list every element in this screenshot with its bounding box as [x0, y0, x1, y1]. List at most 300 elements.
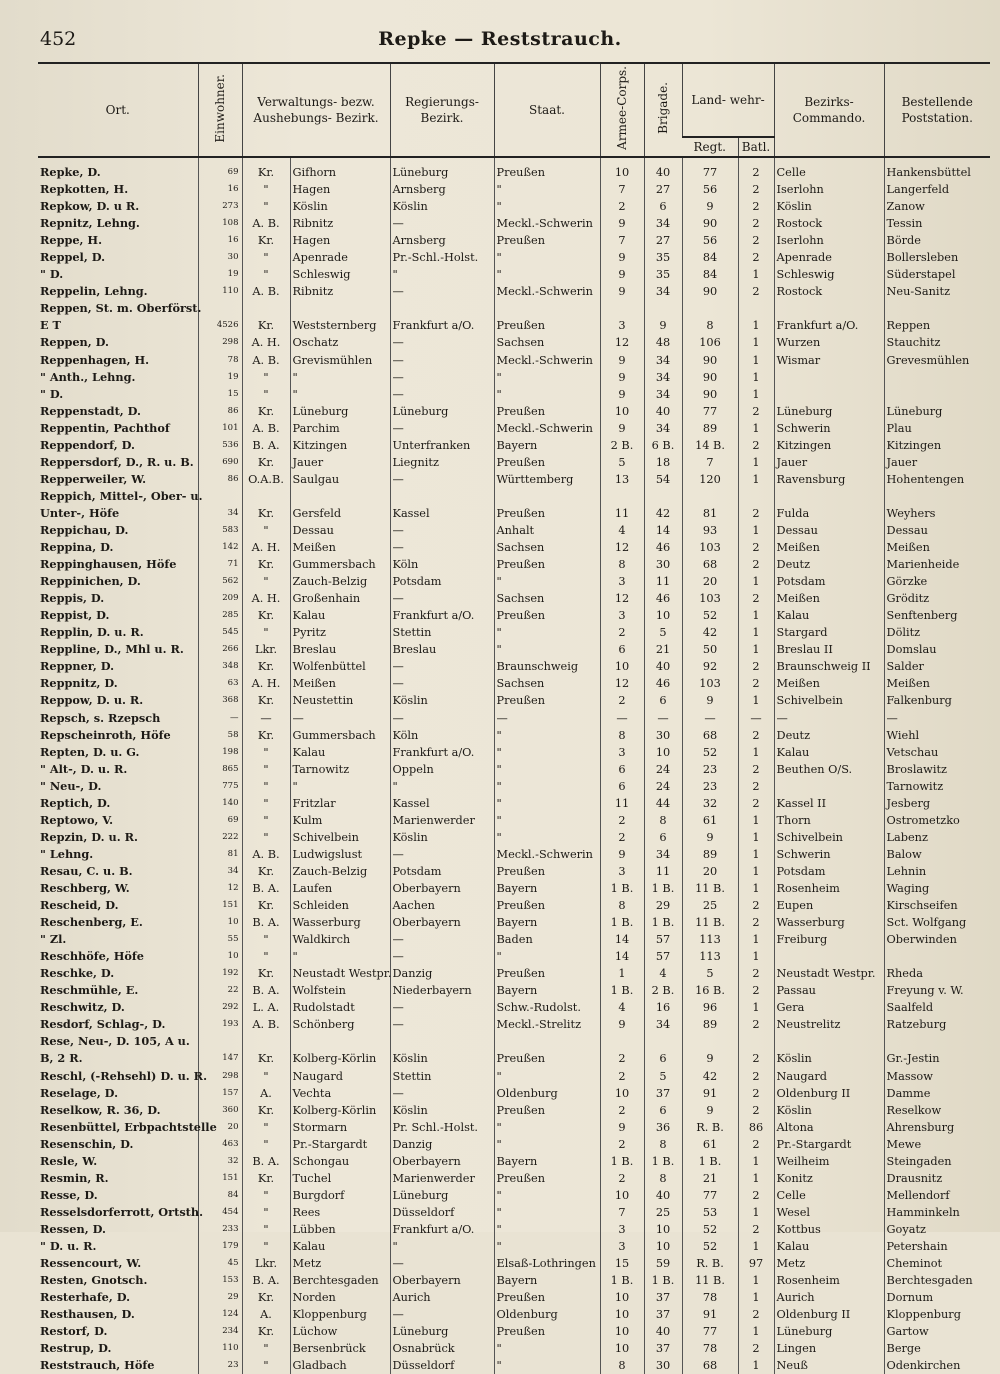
- cell-einwohner: 348: [198, 658, 242, 675]
- cell-poststation: —: [884, 710, 990, 727]
- table-row: [38, 369, 990, 386]
- cell-armee-corps: 1 B.: [600, 1272, 644, 1289]
- cell-verwaltung-art: Kr.: [242, 727, 290, 744]
- cell-staat: Sachsen: [494, 334, 600, 351]
- cell-verwaltung-art: A. B.: [242, 1016, 290, 1033]
- cell-poststation: [884, 488, 990, 505]
- cell-landwehr-regt: 78: [682, 1289, 738, 1306]
- cell-einwohner: 151: [198, 1170, 242, 1187]
- table-row: [38, 982, 990, 999]
- cell-poststation: Neu-Sanitz: [884, 283, 990, 300]
- cell-ort: Reppow, D. u. R.: [40, 693, 144, 708]
- cell-regierungsbezirk: —: [390, 334, 494, 351]
- cell-verwaltung-art: Kr.: [242, 157, 290, 181]
- table-row: [38, 522, 990, 539]
- cell-brigade: 57: [644, 931, 682, 948]
- cell-regierungsbezirk: Aachen: [390, 897, 494, 914]
- cell-brigade: 59: [644, 1255, 682, 1272]
- cell-staat: Meckl.-Schwerin: [494, 283, 600, 300]
- cell-bezirkscommando: Kottbus: [774, 1221, 884, 1238]
- cell-regierungsbezirk: —: [390, 522, 494, 539]
- cell-landwehr-batl: 1: [738, 624, 774, 641]
- cell-regierungsbezirk: Frankfurt a/O.: [390, 744, 494, 761]
- cell-bezirkscommando: [774, 488, 884, 505]
- cell-staat: ": [494, 829, 600, 846]
- cell-landwehr-regt: 14 B.: [682, 437, 738, 454]
- cell-regierungsbezirk: Oberbayern: [390, 1153, 494, 1170]
- cell-verwaltung-art: B. A.: [242, 437, 290, 454]
- cell-landwehr-batl: 1: [738, 369, 774, 386]
- cell-verwaltung-bezirk: Breslau: [290, 641, 390, 658]
- cell-regierungsbezirk: —: [390, 931, 494, 948]
- cell-landwehr-regt: [682, 1033, 738, 1050]
- cell-armee-corps: 3: [600, 1238, 644, 1255]
- cell-landwehr-regt: 9: [682, 198, 738, 215]
- cell-landwehr-batl: [738, 488, 774, 505]
- cell-brigade: 44: [644, 795, 682, 812]
- table-row: [38, 1272, 990, 1289]
- cell-regierungsbezirk: Danzig: [390, 1136, 494, 1153]
- cell-armee-corps: 9: [600, 266, 644, 283]
- cell-landwehr-batl: 1: [738, 607, 774, 624]
- cell-brigade: 37: [644, 1085, 682, 1102]
- cell-brigade: 10: [644, 607, 682, 624]
- cell-einwohner: 545: [198, 624, 242, 641]
- cell-poststation: Ostrometzko: [884, 812, 990, 829]
- cell-regierungsbezirk: Oberbayern: [390, 914, 494, 931]
- cell-brigade: 40: [644, 658, 682, 675]
- cell-brigade: 46: [644, 675, 682, 692]
- cell-regierungsbezirk: —: [390, 1085, 494, 1102]
- cell-einwohner: 110: [198, 1340, 242, 1357]
- cell-ort: Resterhafe, D.: [40, 1290, 131, 1305]
- cell-armee-corps: 9: [600, 420, 644, 437]
- cell-bezirkscommando: Wesel: [774, 1204, 884, 1221]
- cell-verwaltung-bezirk: Gifhorn: [290, 157, 390, 181]
- cell-regierungsbezirk: [390, 1033, 494, 1050]
- cell-poststation: Goyatz: [884, 1221, 990, 1238]
- cell-verwaltung-bezirk: Naugard: [290, 1067, 390, 1084]
- cell-landwehr-batl: 1: [738, 573, 774, 590]
- cell-landwehr-regt: 9: [682, 1050, 738, 1067]
- cell-brigade: 5: [644, 624, 682, 641]
- cell-landwehr-regt: 89: [682, 846, 738, 863]
- cell-ort: Resenbüttel, Erbpachtstelle: [40, 1119, 217, 1134]
- header-regierung: Regierungs- Bezirk.: [390, 63, 494, 157]
- table-row: [38, 965, 990, 982]
- cell-armee-corps: 7: [600, 232, 644, 249]
- cell-einwohner: 285: [198, 607, 242, 624]
- cell-bezirkscommando: Rosenheim: [774, 1272, 884, 1289]
- cell-poststation: Lehnin: [884, 863, 990, 880]
- cell-staat: ": [494, 369, 600, 386]
- cell-ort: Repsch, s. Rzepsch: [40, 710, 161, 725]
- cell-ort: Reppendorf, D.: [40, 437, 135, 452]
- cell-verwaltung-bezirk: Ribnitz: [290, 215, 390, 232]
- cell-regierungsbezirk: —: [390, 710, 494, 727]
- cell-brigade: 24: [644, 778, 682, 795]
- cell-poststation: Massow: [884, 1067, 990, 1084]
- cell-verwaltung-art: ": [242, 369, 290, 386]
- cell-armee-corps: 1 B.: [600, 914, 644, 931]
- cell-brigade: 40: [644, 403, 682, 420]
- cell-landwehr-batl: 2: [738, 1085, 774, 1102]
- cell-landwehr-regt: 96: [682, 999, 738, 1016]
- cell-poststation: Senftenberg: [884, 607, 990, 624]
- cell-staat: Bayern: [494, 914, 600, 931]
- cell-regierungsbezirk: ": [390, 266, 494, 283]
- cell-verwaltung-bezirk: Schleswig: [290, 266, 390, 283]
- cell-landwehr-regt: 113: [682, 931, 738, 948]
- cell-landwehr-batl: 1: [738, 1323, 774, 1340]
- cell-bezirkscommando: Schivelbein: [774, 829, 884, 846]
- header-landwehr: Land- wehr-: [682, 63, 774, 137]
- cell-regierungsbezirk: Frankfurt a/O.: [390, 1221, 494, 1238]
- table-row: [38, 317, 990, 334]
- cell-einwohner: 147: [198, 1050, 242, 1067]
- cell-verwaltung-art: A. B.: [242, 846, 290, 863]
- cell-armee-corps: 1: [600, 965, 644, 982]
- cell-verwaltung-art: ": [242, 1204, 290, 1221]
- table-row: [38, 863, 990, 880]
- cell-brigade: 35: [644, 249, 682, 266]
- table-row: [38, 573, 990, 590]
- cell-brigade: 6: [644, 1102, 682, 1119]
- cell-landwehr-regt: 89: [682, 1016, 738, 1033]
- cell-verwaltung-bezirk: Wolfenbüttel: [290, 658, 390, 675]
- cell-poststation: [884, 1033, 990, 1050]
- cell-verwaltung-art: ": [242, 386, 290, 403]
- cell-landwehr-regt: 52: [682, 1238, 738, 1255]
- cell-landwehr-regt: 103: [682, 675, 738, 692]
- cell-brigade: 18: [644, 454, 682, 471]
- cell-einwohner: 55: [198, 931, 242, 948]
- cell-verwaltung-bezirk: Neustadt Westpr.: [290, 965, 390, 982]
- cell-staat: ": [494, 198, 600, 215]
- cell-armee-corps: 3: [600, 607, 644, 624]
- table-row: [38, 471, 990, 488]
- cell-einwohner: 179: [198, 1238, 242, 1255]
- cell-verwaltung-bezirk: Kalau: [290, 607, 390, 624]
- cell-staat: Anhalt: [494, 522, 600, 539]
- cell-ort: Reselkow, R. 36, D.: [40, 1102, 161, 1117]
- cell-verwaltung-art: [242, 300, 290, 317]
- cell-verwaltung-art: Kr.: [242, 1050, 290, 1067]
- table-row: [38, 1119, 990, 1136]
- cell-verwaltung-art: —: [242, 710, 290, 727]
- header-bezirkscommando: Bezirks- Commando.: [774, 63, 884, 157]
- cell-bezirkscommando: Aurich: [774, 1289, 884, 1306]
- cell-landwehr-regt: 42: [682, 1067, 738, 1084]
- cell-landwehr-regt: 52: [682, 1221, 738, 1238]
- cell-verwaltung-art: Kr.: [242, 658, 290, 675]
- cell-staat: ": [494, 624, 600, 641]
- table-row: [38, 948, 990, 965]
- cell-regierungsbezirk: Lüneburg: [390, 1187, 494, 1204]
- cell-staat: [494, 1033, 600, 1050]
- cell-einwohner: 108: [198, 215, 242, 232]
- cell-brigade: 30: [644, 727, 682, 744]
- cell-verwaltung-bezirk: Zauch-Belzig: [290, 863, 390, 880]
- cell-verwaltung-art: ": [242, 624, 290, 641]
- cell-landwehr-batl: 1: [738, 744, 774, 761]
- table-row: [38, 1187, 990, 1204]
- cell-einwohner: 71: [198, 556, 242, 573]
- cell-verwaltung-bezirk: ": [290, 386, 390, 403]
- cell-ort: Reppen, St. m. Oberförst.: [40, 301, 202, 316]
- cell-verwaltung-art: ": [242, 1238, 290, 1255]
- cell-staat: Preußen: [494, 317, 600, 334]
- table-row: [38, 437, 990, 454]
- cell-verwaltung-bezirk: Tuchel: [290, 1170, 390, 1187]
- cell-verwaltung-art: ": [242, 198, 290, 215]
- cell-landwehr-batl: 2: [738, 1221, 774, 1238]
- cell-landwehr-batl: 2: [738, 1306, 774, 1323]
- cell-verwaltung-art: L. A.: [242, 999, 290, 1016]
- cell-armee-corps: 15: [600, 1255, 644, 1272]
- cell-ort: Reppich, Mittel-, Ober- u.: [40, 488, 203, 503]
- cell-landwehr-regt: 25: [682, 897, 738, 914]
- cell-armee-corps: 4: [600, 522, 644, 539]
- cell-ort: " D. u. R.: [40, 1238, 97, 1253]
- table-row: [38, 198, 990, 215]
- cell-staat: ": [494, 1357, 600, 1374]
- cell-einwohner: 32: [198, 1153, 242, 1170]
- cell-staat: Preußen: [494, 157, 600, 181]
- cell-bezirkscommando: Wismar: [774, 352, 884, 369]
- cell-verwaltung-bezirk: Meißen: [290, 675, 390, 692]
- cell-landwehr-regt: 53: [682, 1204, 738, 1221]
- cell-landwehr-regt: 77: [682, 1323, 738, 1340]
- cell-landwehr-regt: 90: [682, 386, 738, 403]
- cell-landwehr-regt: 21: [682, 1170, 738, 1187]
- cell-verwaltung-art: [242, 488, 290, 505]
- cell-bezirkscommando: Köslin: [774, 1102, 884, 1119]
- cell-einwohner: 20: [198, 1119, 242, 1136]
- cell-armee-corps: 2: [600, 1102, 644, 1119]
- cell-einwohner: 15: [198, 386, 242, 403]
- cell-landwehr-batl: —: [738, 710, 774, 727]
- cell-brigade: 48: [644, 334, 682, 351]
- cell-staat: ": [494, 1067, 600, 1084]
- cell-ort: Restorf, D.: [40, 1324, 108, 1339]
- cell-bezirkscommando: Meißen: [774, 590, 884, 607]
- cell-regierungsbezirk: Frankfurt a/O.: [390, 317, 494, 334]
- cell-einwohner: 34: [198, 505, 242, 522]
- cell-landwehr-batl: 1: [738, 999, 774, 1016]
- header-staat: Staat.: [494, 63, 600, 157]
- cell-brigade: 10: [644, 1221, 682, 1238]
- cell-verwaltung-art: Kr.: [242, 965, 290, 982]
- cell-poststation: Zanow: [884, 198, 990, 215]
- table-row: [38, 181, 990, 198]
- cell-armee-corps: 2: [600, 1136, 644, 1153]
- cell-staat: Preußen: [494, 863, 600, 880]
- cell-bezirkscommando: Schivelbein: [774, 692, 884, 709]
- cell-regierungsbezirk: Oberbayern: [390, 1272, 494, 1289]
- cell-landwehr-batl: 2: [738, 437, 774, 454]
- table-row: [38, 300, 990, 317]
- cell-regierungsbezirk: —: [390, 386, 494, 403]
- cell-armee-corps: [600, 300, 644, 317]
- cell-einwohner: 298: [198, 1067, 242, 1084]
- cell-verwaltung-bezirk: Kulm: [290, 812, 390, 829]
- cell-staat: Meckl.-Schwerin: [494, 352, 600, 369]
- cell-brigade: 11: [644, 573, 682, 590]
- cell-bezirkscommando: [774, 778, 884, 795]
- cell-verwaltung-bezirk: Saulgau: [290, 471, 390, 488]
- cell-ort: Reststrauch, Höfe: [40, 1358, 155, 1373]
- cell-landwehr-batl: 2: [738, 727, 774, 744]
- cell-staat: Sachsen: [494, 590, 600, 607]
- cell-bezirkscommando: [774, 386, 884, 403]
- cell-bezirkscommando: Iserlohn: [774, 181, 884, 198]
- cell-armee-corps: —: [600, 710, 644, 727]
- cell-verwaltung-art: Lkr.: [242, 1255, 290, 1272]
- cell-verwaltung-art: ": [242, 795, 290, 812]
- cell-regierungsbezirk: —: [390, 999, 494, 1016]
- cell-verwaltung-bezirk: Jauer: [290, 454, 390, 471]
- cell-verwaltung-art: Kr.: [242, 232, 290, 249]
- cell-landwehr-batl: 2: [738, 1136, 774, 1153]
- cell-regierungsbezirk: Köln: [390, 727, 494, 744]
- cell-ort: Resten, Gnotsch.: [40, 1273, 148, 1288]
- cell-landwehr-regt: 56: [682, 181, 738, 198]
- cell-verwaltung-bezirk: Laufen: [290, 880, 390, 897]
- cell-einwohner: 690: [198, 454, 242, 471]
- cell-verwaltung-art: ": [242, 1357, 290, 1374]
- table-row: [38, 1357, 990, 1374]
- cell-brigade: 8: [644, 1170, 682, 1187]
- cell-bezirkscommando: Kitzingen: [774, 437, 884, 454]
- cell-armee-corps: 8: [600, 1357, 644, 1374]
- cell-armee-corps: 10: [600, 658, 644, 675]
- cell-landwehr-regt: 68: [682, 556, 738, 573]
- cell-ort: Repzin, D. u. R.: [40, 829, 138, 844]
- cell-poststation: Odenkirchen: [884, 1357, 990, 1374]
- cell-armee-corps: 3: [600, 744, 644, 761]
- cell-landwehr-regt: 52: [682, 607, 738, 624]
- cell-landwehr-batl: 1: [738, 880, 774, 897]
- cell-ort: Unter-, Höfe: [40, 505, 120, 520]
- cell-landwehr-regt: 103: [682, 590, 738, 607]
- cell-poststation: Salder: [884, 658, 990, 675]
- cell-verwaltung-art: Kr.: [242, 1323, 290, 1340]
- table-row: [38, 215, 990, 232]
- cell-bezirkscommando: Frankfurt a/O.: [774, 317, 884, 334]
- cell-einwohner: 368: [198, 692, 242, 709]
- cell-landwehr-regt: 11 B.: [682, 880, 738, 897]
- cell-einwohner: 23: [198, 1357, 242, 1374]
- cell-landwehr-batl: 2: [738, 539, 774, 556]
- cell-armee-corps: 10: [600, 403, 644, 420]
- cell-einwohner: 4526: [198, 317, 242, 334]
- cell-ort: Reppina, D.: [40, 540, 114, 555]
- cell-brigade: 40: [644, 1323, 682, 1340]
- cell-regierungsbezirk: Köslin: [390, 829, 494, 846]
- cell-einwohner: 19: [198, 266, 242, 283]
- cell-bezirkscommando: Neuß: [774, 1357, 884, 1374]
- cell-verwaltung-art: Kr.: [242, 863, 290, 880]
- cell-landwehr-regt: 5: [682, 965, 738, 982]
- cell-landwehr-batl: 1: [738, 334, 774, 351]
- table-row: [38, 931, 990, 948]
- cell-bezirkscommando: Passau: [774, 982, 884, 999]
- cell-staat: ": [494, 249, 600, 266]
- cell-staat: Preußen: [494, 1102, 600, 1119]
- table-row: [38, 488, 990, 505]
- cell-poststation: Dessau: [884, 522, 990, 539]
- cell-landwehr-batl: 2: [738, 232, 774, 249]
- cell-landwehr-regt: 77: [682, 157, 738, 181]
- cell-landwehr-regt: 1 B.: [682, 1153, 738, 1170]
- cell-ort: Resle, W.: [40, 1153, 98, 1168]
- cell-staat: Baden: [494, 931, 600, 948]
- cell-verwaltung-bezirk: Waldkirch: [290, 931, 390, 948]
- cell-armee-corps: 2: [600, 1050, 644, 1067]
- cell-einwohner: 63: [198, 675, 242, 692]
- cell-armee-corps: 10: [600, 1085, 644, 1102]
- cell-armee-corps: 11: [600, 795, 644, 812]
- cell-verwaltung-bezirk: Berchtesgaden: [290, 1272, 390, 1289]
- cell-einwohner: 110: [198, 283, 242, 300]
- cell-landwehr-regt: 68: [682, 1357, 738, 1374]
- cell-brigade: 4: [644, 965, 682, 982]
- cell-landwehr-batl: 1: [738, 317, 774, 334]
- cell-landwehr-batl: 2: [738, 198, 774, 215]
- cell-verwaltung-bezirk: Fritzlar: [290, 795, 390, 812]
- cell-regierungsbezirk: ": [390, 1238, 494, 1255]
- cell-brigade: 10: [644, 1238, 682, 1255]
- cell-brigade: 6: [644, 692, 682, 709]
- cell-einwohner: 30: [198, 249, 242, 266]
- cell-landwehr-regt: 9: [682, 1102, 738, 1119]
- cell-ort: Repke, D.: [40, 165, 101, 180]
- cell-ort: Reppnitz, D.: [40, 676, 118, 691]
- cell-ort: " Anth., Lehng.: [40, 369, 136, 384]
- cell-poststation: [884, 369, 990, 386]
- cell-poststation: Reppen: [884, 317, 990, 334]
- cell-regierungsbezirk: Köslin: [390, 1050, 494, 1067]
- cell-ort: Resau, C. u. B.: [40, 863, 133, 878]
- cell-poststation: Damme: [884, 1085, 990, 1102]
- cell-regierungsbezirk: [390, 300, 494, 317]
- cell-ort: Resse, D.: [40, 1187, 98, 1202]
- cell-verwaltung-bezirk: Weststernberg: [290, 317, 390, 334]
- cell-staat: ": [494, 761, 600, 778]
- cell-einwohner: 142: [198, 539, 242, 556]
- cell-poststation: Gr.-Jestin: [884, 1050, 990, 1067]
- cell-ort: Repperweiler, W.: [40, 471, 147, 486]
- cell-staat: ": [494, 1340, 600, 1357]
- cell-armee-corps: 9: [600, 386, 644, 403]
- cell-ort: Reppen, D.: [40, 335, 109, 350]
- table-row: [38, 590, 990, 607]
- cell-verwaltung-bezirk: Schönberg: [290, 1016, 390, 1033]
- cell-brigade: 6 B.: [644, 437, 682, 454]
- table-row: [38, 1067, 990, 1084]
- cell-verwaltung-bezirk: Stormarn: [290, 1119, 390, 1136]
- cell-verwaltung-bezirk: Wasserburg: [290, 914, 390, 931]
- cell-landwehr-regt: 11 B.: [682, 914, 738, 931]
- cell-brigade: 11: [644, 863, 682, 880]
- table-row: [38, 1050, 990, 1067]
- cell-armee-corps: 2 B.: [600, 437, 644, 454]
- cell-ort: B, 2 R.: [40, 1051, 83, 1066]
- cell-armee-corps: [600, 488, 644, 505]
- cell-staat: Sachsen: [494, 675, 600, 692]
- cell-bezirkscommando: Lüneburg: [774, 1323, 884, 1340]
